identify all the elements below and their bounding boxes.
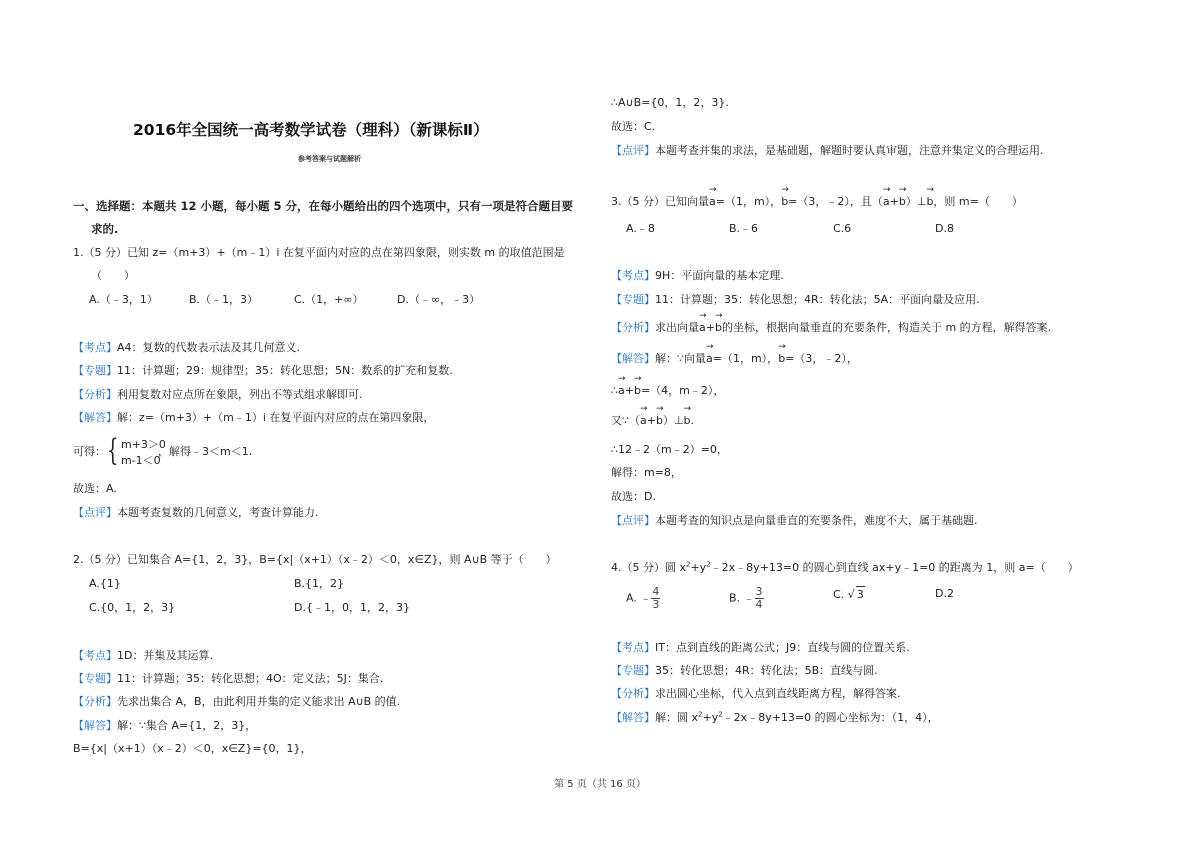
fraction (651, 586, 660, 611)
q2-zhuanti (73, 671, 383, 687)
fraction (755, 586, 764, 611)
q2-fenxi-text: 先求出集合 A，B，由此利用并集的定义能求出 A∪B 的值. (117, 695, 401, 708)
section-heading-line1: 一、选择题：本题共 12 小题，每小题 5 分，在每小题给出的四个选项中，只有一项是符合题目要 (73, 199, 574, 213)
q3-dianping (611, 513, 978, 529)
q3-step-text: 又∵（ (611, 414, 640, 427)
plus-sign: + (624, 384, 634, 397)
vector-a: → a (640, 413, 647, 429)
q3-jieda (611, 351, 858, 367)
q3-answer: 故选：D. (611, 490, 656, 503)
q4-stem-part: ﹣2x﹣8y+13=0 的圆心到直线 ax+y﹣1=0 的距离为 1，则 a=（ ） (710, 561, 1079, 574)
q3-jieda-text: 解：∵向量 (655, 352, 706, 365)
jieda-tag: 【解答】 (73, 719, 117, 732)
page-title: 2016年全国统一高考数学试卷（理科）（新课标Ⅱ） (133, 121, 489, 139)
numerator: 4 (652, 585, 660, 598)
q3-dianping-text: 本题考查的知识点是向量垂直的充要条件，难度不大，属于基础题. (655, 514, 978, 527)
superscript: 2 (718, 710, 723, 719)
q1-kaodian (73, 340, 300, 356)
q3-stem-part: ，则 m=（ ） (933, 195, 1023, 208)
vector-b: → b (634, 383, 641, 399)
dianping-tag: 【点评】 (611, 514, 655, 527)
sqrt-symbol: √ (847, 588, 855, 601)
vector-b: → b (899, 194, 906, 210)
plus-sign: + (705, 321, 715, 334)
q1-system-result: ，解得﹣3＜m＜1. (158, 445, 253, 458)
q3-stem-part: =（3，﹣2），且（ (788, 195, 883, 208)
q1-option-d: D.（﹣∞，﹣3） (397, 293, 481, 306)
q2-set-b: B={x|（x+1）（x﹣2）＜0，x∈Z}={0，1}， (73, 742, 312, 755)
superscript: 2 (686, 560, 691, 569)
q4-zhuanti (611, 663, 878, 679)
q1-fenxi (73, 387, 363, 403)
q4-stem-part: 4.（5 分）圆 x (611, 561, 686, 574)
fenxi-tag: 【分析】 (611, 321, 655, 334)
q3-fenxi-text: 求出向量 (655, 321, 699, 334)
q4-kaodian-text: IT：点到直线的距离公式；J9：直线与圆的位置关系. (655, 641, 910, 654)
zhuanti-tag: 【专题】 (73, 672, 117, 685)
q4-zhuanti-text: 35：转化思想；4R：转化法；5B：直线与圆. (655, 664, 878, 677)
q2-zhuanti-text: 11：计算题；35：转化思想；4O：定义法；5J：集合. (117, 672, 384, 685)
q1-kaodian-text: A4：复数的代数表示法及其几何意义. (117, 341, 301, 354)
therefore-sign: ∴ (611, 384, 618, 397)
q3-stem-part: 3.（5 分）已知向量 (611, 195, 709, 208)
q4-jieda-text: ﹣2x﹣8y+13=0 的圆心坐标为：（1，4）， (722, 711, 939, 724)
q2-answer: 故选：C. (611, 120, 656, 133)
q4-kaodian (611, 640, 910, 656)
q1-dianping (73, 505, 319, 521)
q3-option-b: B.﹣6 (729, 222, 759, 235)
q2-fenxi (73, 694, 400, 710)
q3-kaodian (611, 268, 784, 284)
q3-step-equation: ∴12﹣2（m﹣2）=0， (611, 443, 728, 456)
q4-jieda-text: +y (702, 711, 719, 724)
jieda-tag: 【解答】 (611, 352, 655, 365)
q1-zhuanti-text: 11：计算题；29：规律型；35：转化思想；5N：数系的扩充和复数. (117, 364, 453, 377)
kaodian-tag: 【考点】 (73, 649, 117, 662)
kaodian-tag: 【考点】 (73, 341, 117, 354)
q1-dianping-text: 本题考查复数的几何意义，考查计算能力. (117, 506, 319, 519)
q3-stem-part: ）⊥ (905, 195, 927, 208)
jieda-tag: 【解答】 (73, 411, 117, 424)
q3-jieda-text: =（1，m）， (712, 352, 779, 365)
q1-zhuanti (73, 363, 453, 379)
q4-jieda-text: 解：圆 x (655, 711, 699, 724)
plus-sign: + (889, 195, 899, 208)
plus-sign: + (646, 414, 656, 427)
jieda-tag: 【解答】 (611, 711, 655, 724)
q4-fenxi (611, 686, 901, 702)
zhuanti-tag: 【专题】 (73, 364, 117, 377)
q3-kaodian-text: 9H：平面向量的基本定理. (655, 269, 784, 282)
vector-a: → a (709, 194, 716, 210)
q1-system-row1: m+3＞0 (121, 438, 166, 451)
option-label: C. (833, 588, 845, 601)
q3-zhuanti (611, 292, 980, 308)
q3-fenxi-text: 的坐标，根据向量垂直的充要条件，构造关于 m 的方程，解得答案. (721, 321, 1052, 334)
vector-a: → a (706, 351, 713, 367)
dianping-tag: 【点评】 (611, 144, 655, 157)
q4-option-c (833, 586, 865, 603)
q3-stem (611, 194, 1023, 210)
fenxi-tag: 【分析】 (73, 695, 117, 708)
page-footer: 第 5 页（共 16 页） (554, 779, 646, 790)
kaodian-tag: 【考点】 (611, 641, 655, 654)
q1-answer: 故选：A. (73, 482, 117, 495)
dianping-tag: 【点评】 (73, 506, 117, 519)
q3-option-d: D.8 (935, 222, 954, 235)
q1-jieda-text: 解：z=（m+3）+（m﹣1）i 在复平面内对应的点在第四象限， (117, 411, 435, 424)
q2-dianping (611, 143, 1044, 159)
zhuanti-tag: 【专题】 (611, 293, 655, 306)
q3-step-perpendicular (611, 413, 694, 429)
q4-stem (611, 560, 1079, 576)
q1-jieda (73, 410, 434, 426)
vector-b: → b (684, 413, 691, 429)
q1-stem-line2: （ ） (91, 269, 135, 282)
q2-stem: 2.（5 分）已知集合 A={1，2，3}，B={x|（x+1）（x﹣2）＜0，x∈Z}，则 A∪B 等于（ ） (73, 553, 557, 566)
vector-a: → a (618, 383, 625, 399)
fenxi-tag: 【分析】 (73, 388, 117, 401)
kaodian-tag: 【考点】 (611, 269, 655, 282)
denominator: 4 (755, 598, 763, 611)
q4-fenxi-text: 求出圆心坐标，代入点到直线距离方程，解得答案. (655, 687, 901, 700)
q3-step-text: ）⊥ (662, 414, 684, 427)
q2-kaodian (73, 648, 213, 664)
q3-step-text: . (690, 414, 695, 427)
zhuanti-tag: 【专题】 (611, 664, 655, 677)
q3-zhuanti-text: 11：计算题；35：转化思想；4R：转化法；5A：平面向量及应用. (655, 293, 980, 306)
q2-option-c: C.{0，1，2，3} (89, 601, 176, 614)
left-brace: { (107, 433, 119, 468)
vector-a: → a (883, 194, 890, 210)
q3-step-text: =（4，m﹣2）， (640, 384, 725, 397)
q2-option-b: B.{1，2} (294, 577, 345, 590)
q3-option-a: A.﹣8 (626, 222, 655, 235)
q3-jieda-text: =（3，﹣2）， (785, 352, 858, 365)
q2-option-d: D.{﹣1，0，1，2，3} (294, 601, 410, 614)
q2-jieda (73, 718, 256, 734)
q1-kede-label: 可得： (73, 445, 106, 458)
q1-option-b: B.（﹣1，3） (189, 293, 259, 306)
page-subtitle: 参考答案与试题解析 (298, 155, 361, 163)
q4-option-d: D.2 (935, 587, 954, 600)
q1-option-a: A.（﹣3，1） (89, 293, 158, 306)
vector-b: → b (778, 351, 785, 367)
vector-a: → a (699, 320, 706, 336)
q2-dianping-text: 本题考查并集的求法，是基础题，解题时要认真审题，注意并集定义的合理运用. (655, 144, 1044, 157)
numerator: 3 (755, 585, 763, 598)
vector-b: → b (926, 194, 933, 210)
minus-sign: ﹣ (640, 591, 652, 605)
radicand: 3 (856, 588, 864, 601)
q3-step-solve: 解得：m=8， (611, 466, 682, 479)
q4-option-a (626, 586, 660, 611)
q3-step-sum (611, 383, 724, 399)
q2-kaodian-text: 1D：并集及其运算. (117, 649, 213, 662)
q3-fenxi (611, 320, 1051, 336)
q4-jieda (611, 710, 939, 726)
q3-stem-part: =（1，m）， (715, 195, 782, 208)
q4-option-b (729, 586, 764, 611)
q1-stem-line1: 1.（5 分）已知 z=（m+3）+（m﹣1）i 在复平面内对应的点在第四象限，则实数 m 的取值范围是 (73, 246, 565, 259)
q1-system-row2: m-1＜0 (121, 454, 161, 467)
q1-option-c: C.（1，+∞） (294, 293, 364, 306)
option-label: B. (729, 591, 741, 605)
q3-option-c: C.6 (833, 222, 852, 235)
denominator: 3 (652, 598, 660, 611)
option-label: A. (626, 591, 637, 605)
q2-union-result: ∴A∪B={0，1，2，3}. (611, 96, 729, 109)
vector-b: → b (781, 194, 788, 210)
section-heading-line2: 求的. (91, 222, 119, 236)
fenxi-tag: 【分析】 (611, 687, 655, 700)
q1-fenxi-text: 利用复数对应点所在象限，列出不等式组求解即可. (117, 388, 363, 401)
q2-jieda-text: 解：∵集合 A={1，2，3}， (117, 719, 257, 732)
q4-stem-part: +y (690, 561, 707, 574)
superscript: 2 (698, 710, 703, 719)
q2-option-a: A.{1} (89, 577, 121, 590)
vector-b: → b (715, 320, 722, 336)
vector-b: → b (656, 413, 663, 429)
minus-sign: ﹣ (743, 591, 755, 605)
superscript: 2 (706, 560, 711, 569)
